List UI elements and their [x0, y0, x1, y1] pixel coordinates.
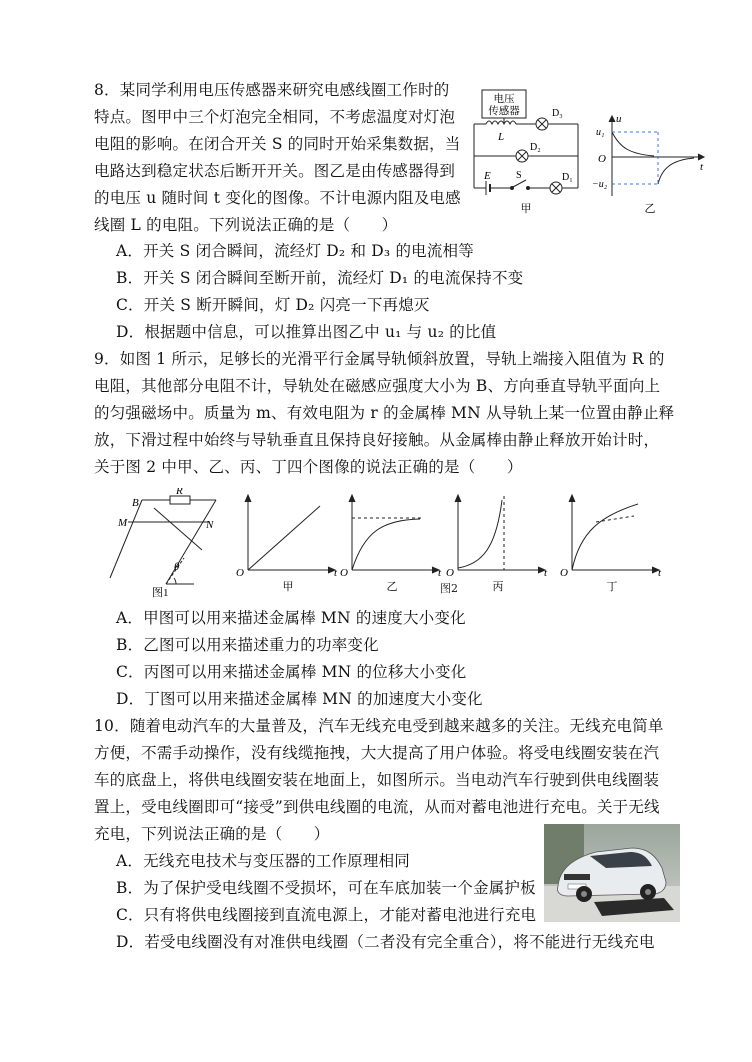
label-e: E [484, 170, 491, 182]
label-r: R [176, 488, 183, 497]
q9-line: 放，下滑过程中始终与导轨垂直且保持良好接触。从金属棒由静止释放开始计时， [94, 431, 660, 449]
switch-s [513, 180, 526, 187]
q8-option-c: C．开关 S 断开瞬间，灯 D₂ 闪亮一下再熄灭 [116, 296, 430, 314]
origin-o: O [340, 567, 348, 579]
q8-voltage-graph [592, 112, 712, 216]
ev-wireless-charging-photo [544, 824, 680, 922]
q8-option-b: B．开关 S 闭合瞬间至断开前，流经灯 D₁ 的电流保持不变 [116, 269, 524, 287]
q9-line: 电阻，其他部分电阻不计，导轨处在磁感应强度大小为 B、方向垂直导轨平面向上 [94, 377, 661, 395]
q9-graph-ding [560, 492, 668, 596]
q8-option-a: A．开关 S 闭合瞬间，流经灯 D₂ 和 D₃ 的电流相等 [116, 242, 474, 260]
q10-option-a: A．无线充电技术与变压器的工作原理相同 [116, 852, 410, 870]
label-theta: θ [174, 561, 180, 573]
asymptote-curve [458, 500, 502, 568]
q8-line: 特点。图甲中三个灯泡完全相同，不考虑温度对灯泡 [94, 108, 456, 126]
caption-ding: 丁 [606, 581, 618, 593]
sensor-label-2: 传感器 [488, 106, 520, 117]
q10-option-d: D．若受电线圈没有对准供电线圈（二者没有完全重合），将不能进行无线充电 [116, 933, 655, 951]
q10-option-c: C．只有将供电线圈接到直流电源上，才能对蓄电池进行充电 [116, 906, 537, 924]
q8-option-d: D．根据题中信息，可以推算出图乙中 u₁ 与 u₂ 的比值 [116, 323, 497, 341]
caption-jia: 甲 [520, 203, 532, 215]
q9-line: 关于图 2 中甲、乙、丙、丁四个图像的说法正确的是（ ） [94, 458, 523, 476]
q9-option-b: B．乙图可以用来描述重力的功率变化 [116, 636, 379, 654]
q8-line: 8．某同学利用电压传感器来研究电感线圈工作时的 [94, 81, 450, 99]
caption-yi: 乙 [644, 203, 656, 215]
axis-t: t [544, 567, 548, 579]
q9-graph-bing [446, 492, 554, 596]
q9-option-c: C．丙图可以用来描述金属棒 MN 的位移大小变化 [116, 663, 467, 681]
origin-o: O [598, 153, 606, 165]
q8-line: 电路达到稳定状态后断开开关。图乙是由传感器得到 [94, 162, 456, 180]
linear-line [248, 506, 320, 570]
label-u2: −u₂ [592, 179, 608, 190]
label-n: N [206, 519, 214, 531]
caption-bing: 丙 [492, 581, 504, 593]
q9-line: 9．如图 1 所示，足够长的光滑平行金属导轨倾斜放置，导轨上端接入阻值为 R 的 [94, 350, 665, 368]
axis-t: t [658, 567, 662, 579]
label-b: B [132, 497, 139, 509]
axis-t: t [700, 161, 704, 173]
resistor-r [170, 496, 190, 504]
q10-line: 置上，受电线圈即可“接受”到供电线圈的电流，从而对蓄电池进行充电。关于无线 [94, 798, 660, 816]
q10-line: 车的底盘上，将供电线圈安装在地面上，如图所示。当电动汽车行驶到供电线圈装 [94, 771, 660, 789]
q9-line: 的匀强磁场中。质量为 m、有效电阻为 r 的金属棒 MN 从导轨上某一位置由静止释 [94, 404, 675, 422]
q9-option-d: D．丁图可以用来描述金属棒 MN 的加速度大小变化 [116, 690, 483, 708]
axis-u: u [616, 113, 622, 125]
label-d2: D₂ [530, 142, 541, 153]
concave-curve [572, 504, 638, 570]
q10-line: 充电，下列说法正确的是（ ） [94, 825, 330, 843]
label-d3: D₃ [552, 108, 563, 119]
origin-o: O [446, 567, 454, 579]
origin-o: O [236, 567, 244, 579]
charge-decay-curve [612, 132, 654, 156]
axis-t: t [334, 567, 338, 579]
q8-line: 的电压 u 随时间 t 变化的图像。不计电源内阻及电感 [94, 189, 461, 207]
q8-line: 线圈 L 的电阻。下列说法正确的是（ ） [94, 216, 398, 234]
axis-t: t [438, 567, 442, 579]
inductor-coil [486, 121, 516, 124]
caption-jia: 甲 [282, 581, 294, 593]
q9-option-a: A．甲图可以用来描述金属棒 MN 的速度大小变化 [116, 609, 466, 627]
discharge-recovery-curve [658, 158, 694, 184]
q9-rail-figure [104, 488, 232, 602]
caption-fig1: 图1 [152, 587, 169, 599]
q8-line: 电阻的影响。在闭合开关 S 的同时开始采集数据，当 [94, 135, 461, 153]
caption-fig2: 图2 [440, 582, 458, 595]
q10-option-b: B．为了保护受电线圈不受损坏，可在车底加装一个金属护板 [116, 879, 536, 897]
label-m: M [118, 517, 128, 529]
q8-circuit-figure [468, 84, 590, 216]
q10-line: 10．随着电动汽车的大量普及，汽车无线充电受到越来越多的关注。无线充电简单 [94, 717, 664, 735]
caption-yi: 乙 [386, 581, 398, 593]
saturation-curve [352, 519, 420, 570]
label-d1: D₁ [562, 172, 573, 183]
label-l: L [498, 131, 505, 143]
sensor-label-1: 电压 [493, 94, 515, 105]
origin-o: O [560, 567, 568, 579]
label-s: S [516, 170, 522, 181]
q9-graph-yi [340, 492, 448, 596]
label-u1: u₁ [596, 127, 605, 138]
q9-graph-jia [236, 492, 344, 596]
q10-line: 方便，不需手动操作，没有线缆拖拽，大大提高了用户体验。将受电线圈安装在汽 [94, 744, 660, 762]
